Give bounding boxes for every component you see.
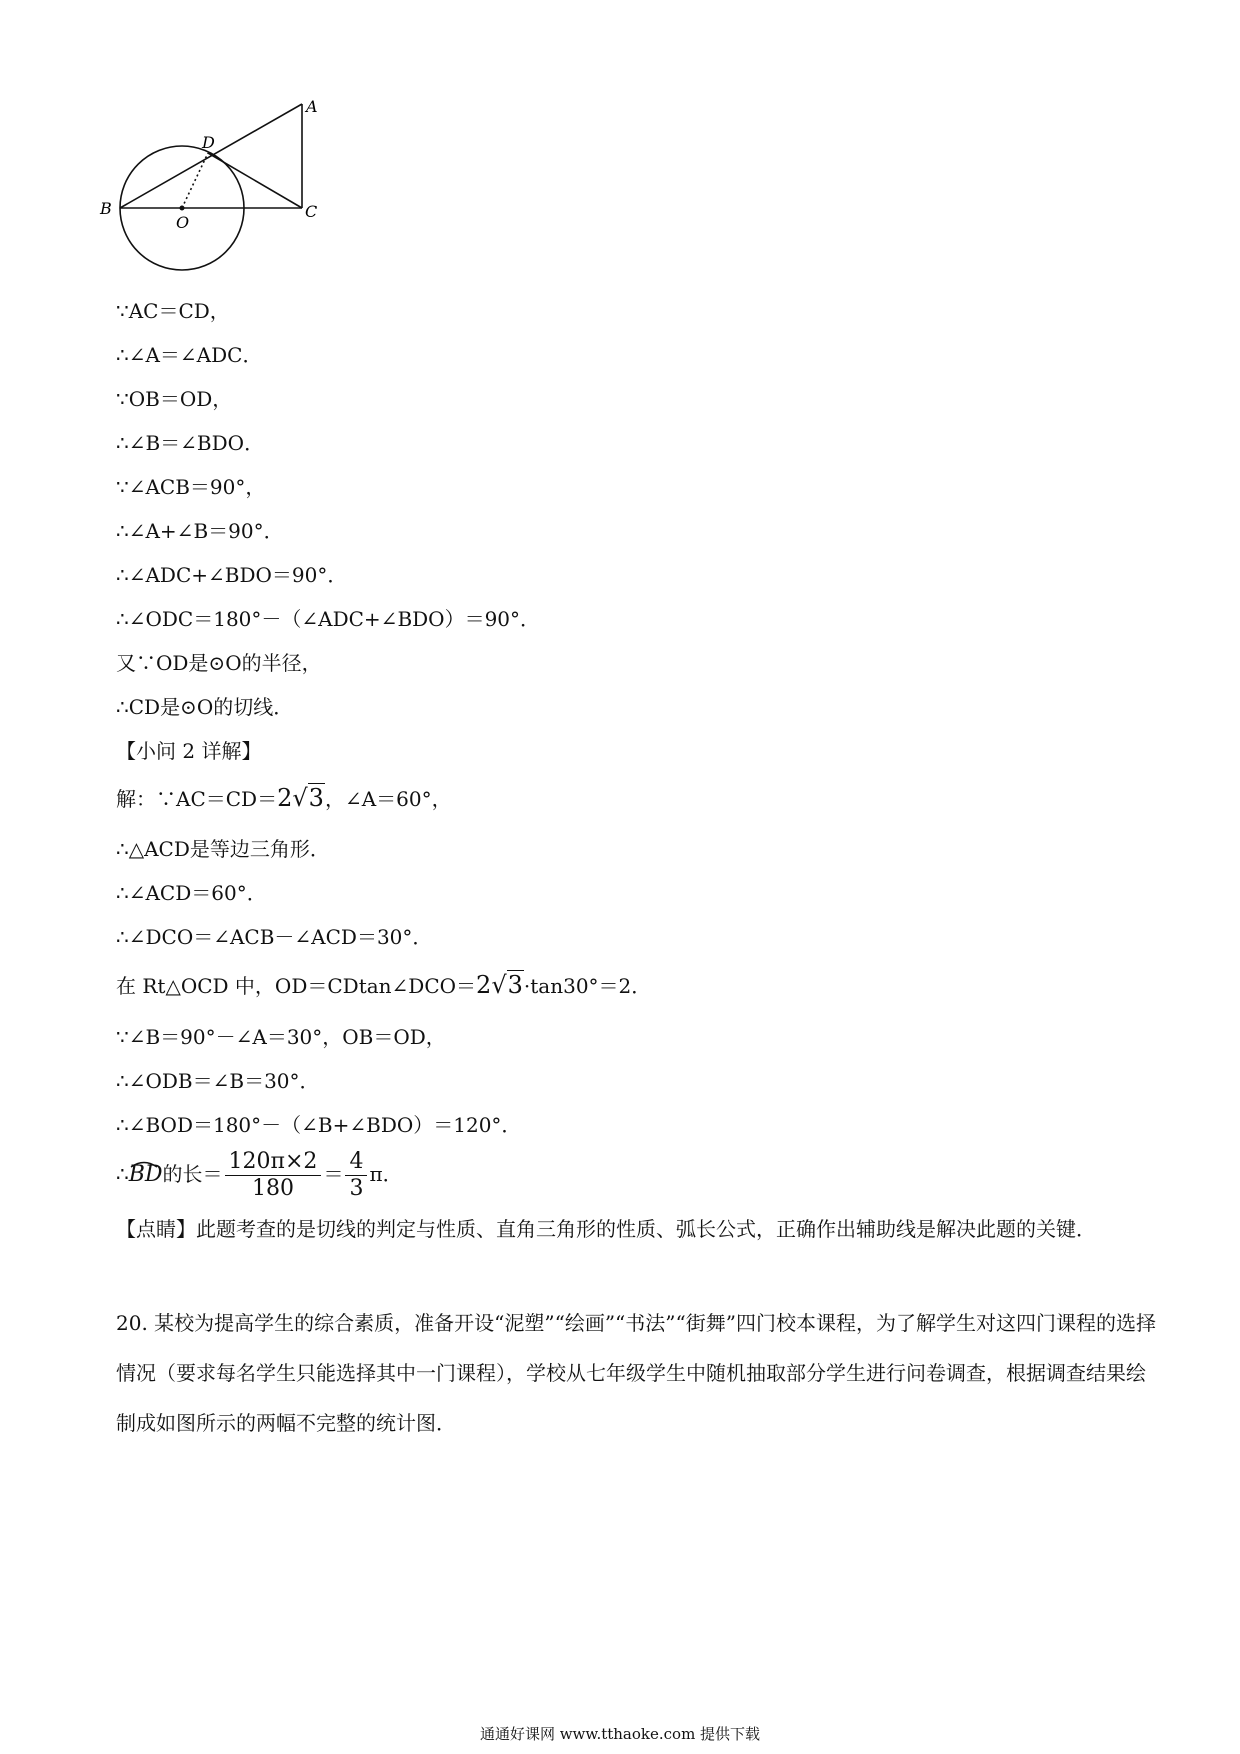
geometry-figure [100,97,366,304]
comment-paragraph: 【点睛】此题考查的是切线的判定与性质、直角三角形的性质、弧长公式，正确作出辅助线是解决此题的关键． [116,1217,1096,1241]
sub2-line7: ∴∠BOD＝180°－（∠B+∠BDO）＝120°． [116,1113,522,1137]
proof-line-9: 又∵OD是⊙O的半径， [116,651,322,675]
sub2-line2: ∴△ACD是等边三角形． [116,837,330,861]
page-footer: 通通好课网 www.tthaoke.com 提供下载 [479,1725,761,1743]
sqrt-coef: 2 [277,784,293,812]
arc-line-eq: ＝ [323,1162,344,1186]
fraction-2-numerator: 4 [345,1149,367,1176]
proof-line-7: ∴∠ADC+∠BDO＝90°． [116,563,348,587]
proof-line-3: ∵OB＝OD， [116,387,233,411]
sub2-heading: 【小问 2 详解】 [116,739,262,763]
rt-line [116,972,651,999]
sqrt-expression-2: 2√3 [476,971,523,999]
segment-od-dotted [182,153,208,208]
sub2-line4: ∴∠DCO＝∠ACB－∠ACD＝30°． [116,925,433,949]
sub2-line3: ∴∠ACD＝60°． [116,881,267,905]
proof-line-2: ∴∠A＝∠ADC． [116,343,263,367]
proof-line-8: ∴∠ODC＝180°－（∠ADC+∠BDO）＝90°． [116,607,541,631]
segment-dc [208,153,302,208]
fraction-2 [345,1149,367,1202]
arc-length-line [116,1144,403,1204]
fraction-1-numerator: 120π×2 [225,1149,322,1176]
label-o: O [176,213,190,232]
sub2-line1-pre: 解：∵AC＝CD＝ [116,787,278,811]
proof-line-6: ∴∠A+∠B＝90°． [116,519,284,543]
center-o-dot [180,206,185,211]
fraction-1 [225,1149,322,1202]
proof-line-5: ∵∠ACB＝90°， [116,475,266,499]
arc-symbol-icon [129,1160,159,1168]
sqrt-coef-2: 2 [476,971,492,999]
sqrt-radicand: 3 [308,784,324,812]
proof-line-4: ∴∠B＝∠BDO． [116,431,265,455]
sqrt-radicand-2: 3 [507,971,523,999]
sub2-line1-post: ，∠A＝60°， [324,787,452,811]
rt-line-pre: 在 Rt△OCD 中，OD＝CDtan∠DCO＝ [116,974,477,998]
arc-line-mid: 的长＝ [162,1162,223,1186]
rt-line-post: ·tan30°＝2． [523,974,652,998]
label-d: D [202,133,215,152]
label-c: C [305,202,318,221]
arc-bd [129,1162,163,1187]
label-b: B [100,199,112,218]
label-a: A [306,97,318,116]
sub2-line1 [116,785,452,812]
fraction-2-denominator: 3 [349,1176,364,1201]
question-20: 20. 某校为提高学生的综合素质，准备开设“泥塑”“绘画”“书法”“街舞”四门校本课程，为了解学生对这四门课程的选择情况（要求每名学生只能选择其中一门课程），学校从七年级学生中随机抽取部分学生进行问卷调查，根据调查结果绘制成如图所示的两幅不完整的统计图． [116,1311,1156,1435]
sqrt-expression: 2√3 [277,784,324,812]
proof-line-1: ∵AC＝CD， [116,299,230,323]
arc-bd-label: BD [128,1162,163,1187]
fraction-1-denominator: 180 [251,1176,294,1201]
sub2-line5: ∵∠B＝90°－∠A＝30°，OB＝OD， [116,1025,446,1049]
arc-line-pre: ∴ [116,1162,129,1186]
arc-line-post: π． [369,1162,403,1186]
sub2-line6: ∴∠ODB＝∠B＝30°． [116,1069,320,1093]
proof-line-10: ∴CD是⊙O的切线． [116,695,294,719]
